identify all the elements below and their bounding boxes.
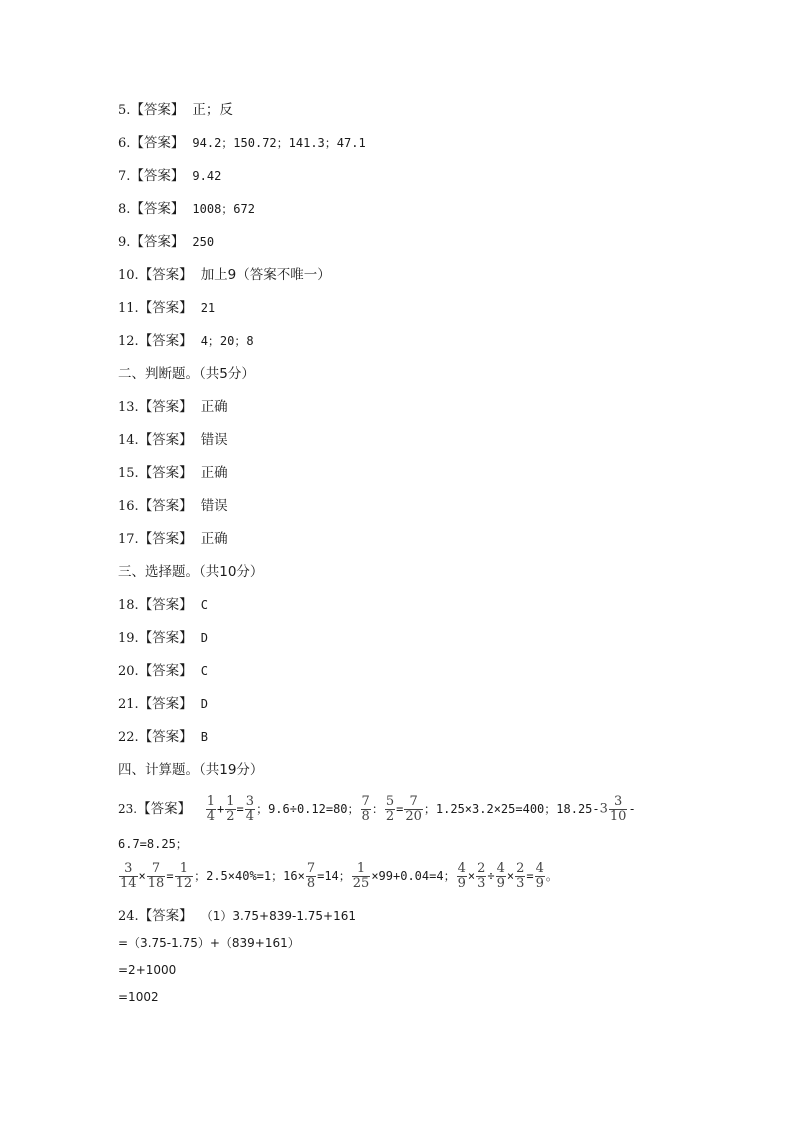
answer-label: 【答案】 — [138, 908, 193, 924]
calc-step-2: =2+1000 — [118, 963, 177, 977]
question-number: 5. — [118, 103, 131, 118]
answer-value: 94.2；150.72；141.3；47.1 — [192, 136, 366, 150]
section-title-judgement: 二、判断题。（共5分） — [118, 366, 255, 382]
question-number: 13. — [118, 400, 139, 415]
question-number: 24. — [118, 909, 139, 924]
answer-value: （1）3.75+839-1.75+161 — [206, 909, 357, 923]
answer-value: 1008；672 — [192, 202, 255, 216]
section-title-choice: 三、选择题。（共10分） — [118, 564, 264, 580]
answer-label: 【答案】 — [138, 267, 193, 283]
fraction: $\frac{1}{4}$ — [206, 794, 216, 824]
question-number: 6. — [118, 136, 131, 151]
question-number: 16. — [118, 499, 139, 514]
answer-row-8 — [118, 201, 255, 218]
answer-row-12 — [118, 333, 254, 350]
fraction: $\frac{7}{20}$ — [405, 794, 422, 824]
answer-label: 【答案】 — [138, 531, 193, 547]
fraction: $\frac{3}{14}$ — [120, 861, 137, 891]
answer-label: 【答案】 — [138, 597, 193, 613]
question-number: 11. — [118, 301, 139, 316]
answer-label: 【答案】 — [138, 465, 193, 481]
question-number: 23. — [118, 802, 138, 816]
answer-label: 【答案】 — [138, 696, 193, 712]
answer-value: D — [200, 631, 208, 645]
answer-label: 【答案】 — [138, 399, 193, 415]
question-number: 22. — [118, 730, 139, 745]
answer-value: 正确 — [200, 399, 228, 415]
answer-value: 加上9（答案不唯一） — [200, 267, 331, 283]
answer-value: 250 — [192, 235, 215, 249]
answer-row-14 — [118, 432, 228, 449]
question-number: 8. — [118, 202, 131, 217]
answer-label: 【答案】 — [130, 234, 185, 250]
answer-value: 正确 — [200, 531, 228, 547]
answer-label: 【答案】 — [130, 201, 185, 217]
answer-value: C — [200, 598, 208, 612]
answer-row-24 — [118, 908, 356, 925]
fraction: $\frac{3}{10}$ — [609, 794, 627, 824]
question-number: 19. — [118, 631, 139, 646]
section-title-calculation: 四、计算题。（共19分） — [118, 762, 264, 778]
answer-row-13 — [118, 399, 228, 416]
question-number: 20. — [118, 664, 139, 679]
answer-label: 【答案】 — [138, 498, 193, 514]
answer-label: 【答案】 — [130, 102, 185, 118]
answer-row-5 — [118, 102, 233, 119]
calc-step-1: =（3.75-1.75）+（839+161） — [118, 936, 300, 950]
answer-row-19 — [118, 630, 208, 647]
answer-value: 9.42 — [192, 169, 222, 183]
fraction: $\frac{1}{25}$ — [352, 861, 370, 891]
answer-label: 【答案】 — [138, 663, 193, 679]
fraction: $\frac{2}{3}$ — [516, 861, 525, 891]
fraction: $\frac{7}{18}$ — [147, 861, 165, 891]
answer-row-15 — [118, 465, 228, 482]
fraction: $\frac{7}{8}$ — [361, 794, 370, 824]
calc-step-3: =1002 — [118, 990, 159, 1004]
answer-row-21 — [118, 696, 208, 713]
answer-value: 正；反 — [192, 102, 233, 118]
fraction: $\frac{2}{3}$ — [477, 861, 486, 891]
answer-row-9 — [118, 234, 214, 251]
answer-value: 21 — [200, 301, 216, 315]
answer-row-23: 23.【答案】 $\frac{1}{4}$ + $\frac{1}{2}$ = $\frac{3}{4}$ ；9.6÷0.12=80； $\frac{7}{8}$ ： $\frac{5}{2}$ = $\frac{7}{20}$ ；1.25×3.2×25=400；18.25-3 $\frac{3}{10}$ - — [118, 794, 636, 824]
answer-value: 错误 — [200, 432, 228, 448]
answer-label: 【答案】 — [138, 432, 193, 448]
answer-row-22 — [118, 729, 208, 746]
question-number: 15. — [118, 466, 139, 481]
answer-label: 【答案】 — [138, 729, 193, 745]
question-number: 7. — [118, 169, 131, 184]
answer-value: D — [200, 697, 208, 711]
fraction: $\frac{1}{2}$ — [226, 794, 235, 824]
fraction: $\frac{4}{9}$ — [496, 861, 505, 891]
question-number: 9. — [118, 235, 131, 250]
question-number: 12. — [118, 334, 139, 349]
answer-label: 【答案】 — [130, 168, 185, 184]
answer-row-10 — [118, 267, 331, 284]
answer-value: 错误 — [200, 498, 228, 514]
fraction: $\frac{4}{9}$ — [457, 861, 466, 891]
answer-row-11 — [118, 300, 215, 317]
question-number: 17. — [118, 532, 139, 547]
question-number: 18. — [118, 598, 139, 613]
question-number: 14. — [118, 433, 139, 448]
fraction: $\frac{7}{8}$ — [306, 861, 316, 891]
answer-row-23-cont: 6.7=8.25； — [118, 837, 188, 851]
answer-label: 【答案】 — [138, 630, 193, 646]
answer-row-23-line3: $\frac{3}{14}$ × $\frac{7}{18}$ = $\frac{1}{12}$ ；2.5×40%=1；16× $\frac{7}{8}$ =14； $\frac{1}{25}$ ×99+0.04=4； $\frac{4}{9}$ × $\frac{2}{3}$ ÷ $\frac{4}{9}$ × $\frac{2}{3}$ = $\frac{4}{9}$ 。 — [120, 861, 558, 891]
question-number: 21. — [118, 697, 139, 712]
fraction: $\frac{1}{12}$ — [175, 861, 193, 891]
answer-label: 【答案】 — [138, 333, 193, 349]
answer-row-16 — [118, 498, 228, 515]
answer-value: 正确 — [200, 465, 228, 481]
fraction: $\frac{3}{4}$ — [245, 794, 255, 824]
answer-value: B — [200, 730, 208, 744]
answer-label: 【答案】 — [137, 801, 192, 817]
answer-row-7 — [118, 168, 221, 185]
answer-label: 【答案】 — [138, 300, 193, 316]
answer-row-6 — [118, 135, 366, 152]
answer-row-20 — [118, 663, 208, 680]
question-number: 10. — [118, 268, 139, 283]
fraction: $\frac{5}{2}$ — [385, 794, 395, 824]
answer-label: 【答案】 — [130, 135, 185, 151]
answer-row-17 — [118, 531, 228, 548]
fraction: $\frac{4}{9}$ — [535, 861, 544, 891]
answer-value: 4；20；8 — [200, 334, 254, 348]
answer-value: C — [200, 664, 208, 678]
answer-row-18 — [118, 597, 208, 614]
